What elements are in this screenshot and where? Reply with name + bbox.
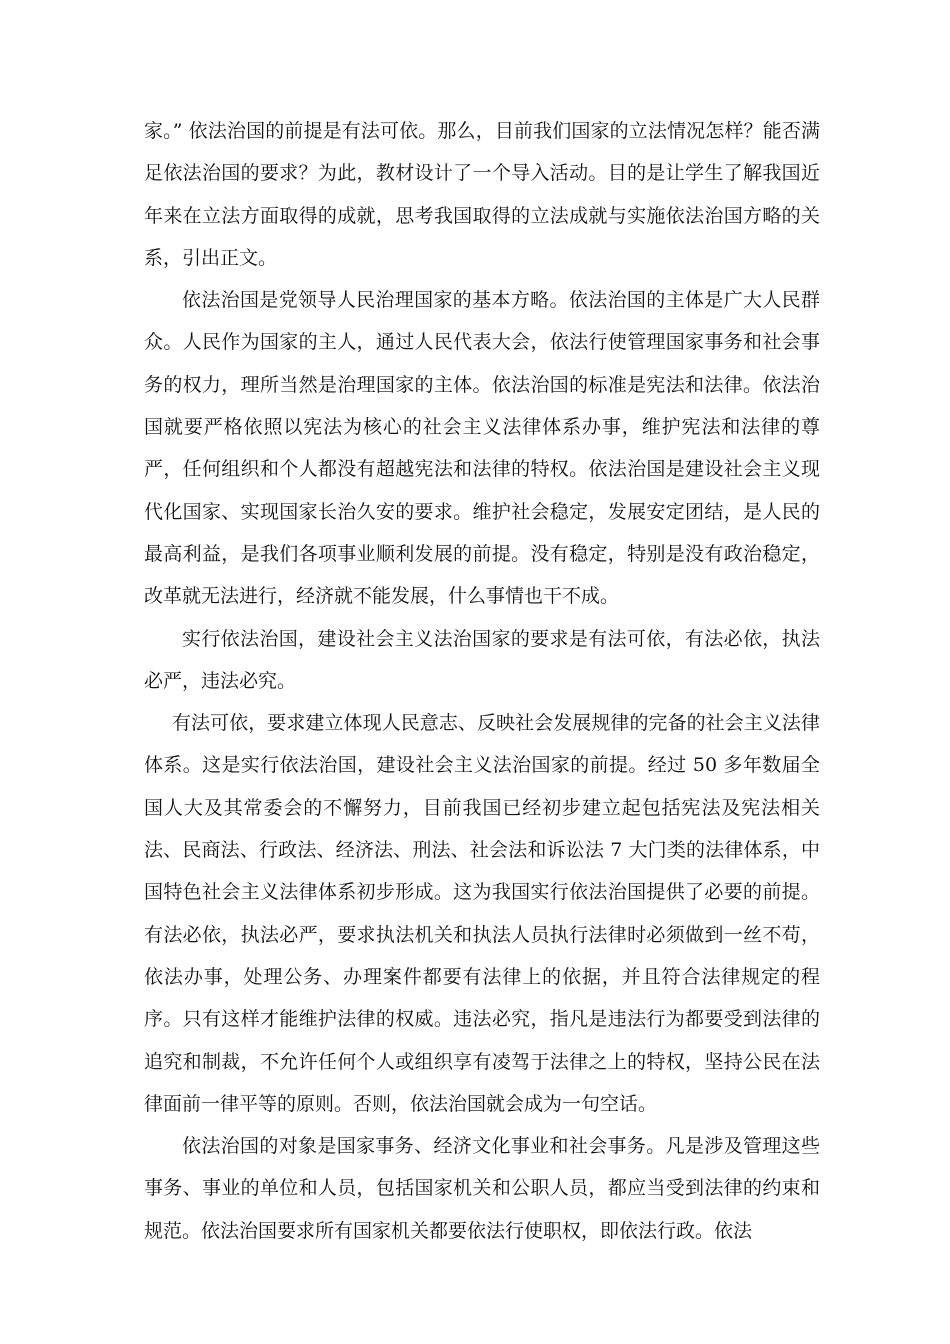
paragraph-5: 依法治国的对象是国家事务、经济文化事业和社会事务。凡是涉及管理这些事务、事业的单位和人员，包括国家机关和公职人员，都应当受到法律的约束和规范。依法治国要求所有国家机关都要依法行使职权，即依法行政。依法	[144, 1135, 820, 1242]
paragraph-4: 有法可依，要求建立体现人民意志、反映社会发展规律的完备的社会主义法律体系。这是实行依法治国，建设社会主义法治国家的前提。经过 50 多年数届全国人大及其常委会的不懈努力，目前我国已经初步建立起包括宪法及宪法相关法、民商法、行政法、经济法、刑法、社会法和诉讼法 7 大门类的法律体系，中国特色社会主义法律体系初步形成。这为我国实行依法治国提供了必要的前提。有法必依，执法必严，要求执法机关和执法人员执行法律时必须做到一丝不苟，依法办事，处理公务、办理案件都要有法律上的依据，并且符合法律规定的程序。只有这样才能维护法律的权威。违法必究，指凡是违法行为都要受到法律的追究和制裁，不允许任何个人或组织享有凌驾于法律之上的特权，坚持公民在法律面前一律平等的原则。否则，依法治国就会成为一句空话。	[144, 712, 820, 1115]
document-body	[144, 110, 820, 1252]
paragraph-3: 实行依法治国，建设社会主义法治国家的要求是有法可依，有法必依，执法必严，违法必究。	[144, 627, 820, 692]
paragraph-1: 家。” 依法治国的前提是有法可依。那么，目前我们国家的立法情况怎样？能否满足依法治国的要求？为此，教材设计了一个导入活动。目的是让学生了解我国近年来在立法方面取得的成就，思考我国取得的立法成就与实施依法治国方略的关系，引出正文。	[144, 120, 820, 269]
paragraph-2: 依法治国是党领导人民治理国家的基本方略。依法治国的主体是广大人民群众。人民作为国家的主人，通过人民代表大会，依法行使管理国家事务和社会事务的权力，理所当然是治理国家的主体。依法治国的标准是宪法和法律。依法治国就要严格依照以宪法为核心的社会主义法律体系办事，维护宪法和法律的尊严，任何组织和个人都没有超越宪法和法律的特权。依法治国是建设社会主义现代化国家、实现国家长治久安的要求。维护社会稳定，发展安定团结，是人民的最高利益，是我们各项事业顺利发展的前提。没有稳定，特别是没有政治稳定，改革就无法进行，经济就不能发展，什么事情也干不成。	[144, 289, 820, 608]
